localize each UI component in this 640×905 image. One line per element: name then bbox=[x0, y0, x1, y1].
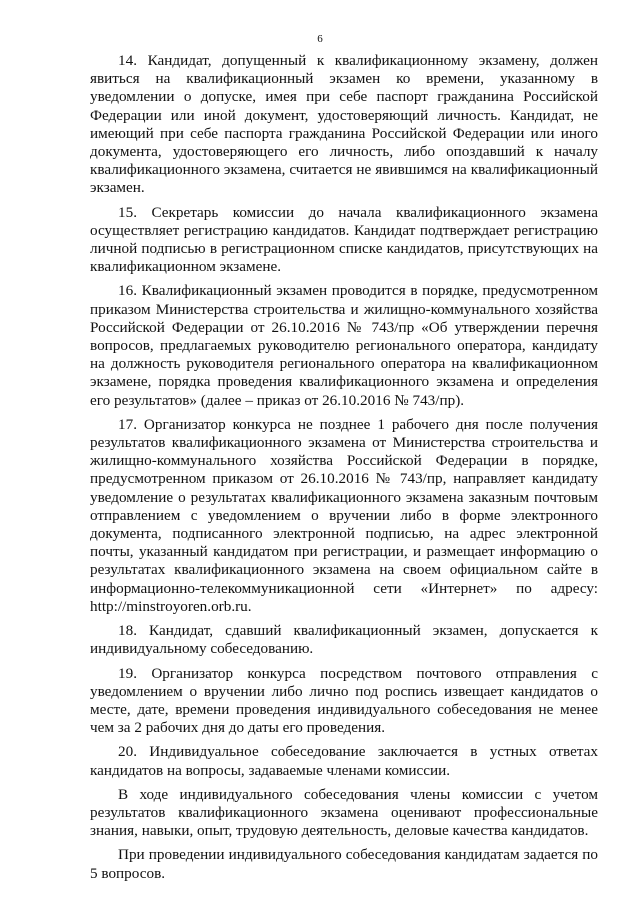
document-body bbox=[90, 52, 598, 889]
page-number: 6 bbox=[317, 33, 323, 45]
paragraph-20: 20. Индивидуальное собеседование заключается в устных ответах кандидатов на вопросы, задаваемые членами комиссии. bbox=[90, 743, 598, 779]
paragraph-interview-questions: При проведении индивидуального собеседования кандидатам задается по 5 вопросов. bbox=[90, 846, 598, 882]
paragraph-14: 14. Кандидат, допущенный к квалификационному экзамену, должен явиться на квалификационный экзамен ко времени, указанному в уведомлении о допуске, имея при себе паспорт гражданина Российской Федерации или иной документ, удостоверяющий личность. Кандидат, не имеющий при себе паспорта гражданина Российской Федерации или иного документа, удостоверяющего его личность, либо опоздавший к началу квалификационного экзамена, считается не явившимся на квалификационный экзамен. bbox=[90, 52, 598, 197]
paragraph-18: 18. Кандидат, сдавший квалификационный экзамен, допускается к индивидуальному собеседованию. bbox=[90, 622, 598, 658]
paragraph-interview-evaluation: В ходе индивидуального собеседования члены комиссии с учетом результатов квалификационного экзамена оценивают профессиональные знания, навыки, опыт, трудовую деятельность, деловые качества кандидатов. bbox=[90, 785, 598, 840]
paragraph-15: 15. Секретарь комиссии до начала квалификационного экзамена осуществляет регистрацию кандидатов. Кандидат подтверждает регистрацию личной подписью в регистрационном списке кандидатов, присутствующих на квалификационном экзамене. bbox=[90, 203, 598, 276]
paragraph-16: 16. Квалификационный экзамен проводится в порядке, предусмотренном приказом Министерства строительства и жилищно-коммунального хозяйства Российской Федерации от 26.10.2016 № 743/пр «Об утверждении перечня вопросов, предлагаемых руководителю регионального оператора, кандидату на должность руководителя регионального оператора на квалификационном экзамене, порядка проведения квалификационного экзамена и определения его результатов» (далее – приказ от 26.10.2016 № 743/пр). bbox=[90, 282, 598, 409]
paragraph-17: 17. Организатор конкурса не позднее 1 рабочего дня после получения результатов квалификационного экзамена от Министерства строительства и жилищно-коммунального хозяйства Российской Федерации в порядке, предусмотренном приказом от 26.10.2016 № 743/пр, направляет кандидату уведомление о результатах квалификационного экзамена заказным почтовым отправлением с уведомлением о вручении либо в форме электронного документа, подписанного электронной подписью, на адрес электронной почты, указанный кандидатом при регистрации, и размещает информацию о результатах квалификационного экзамена на своем официальном сайте в информационно-телекоммуникационной сети «Интернет» по адресу: http://minstroyoren.orb.ru. bbox=[90, 415, 598, 615]
paragraph-19: 19. Организатор конкурса посредством почтового отправления с уведомлением о вручении либо лично под роспись извещает кандидатов о месте, дате, времени проведения индивидуального собеседования не менее чем за 2 рабочих дня до даты его проведения. bbox=[90, 664, 598, 737]
